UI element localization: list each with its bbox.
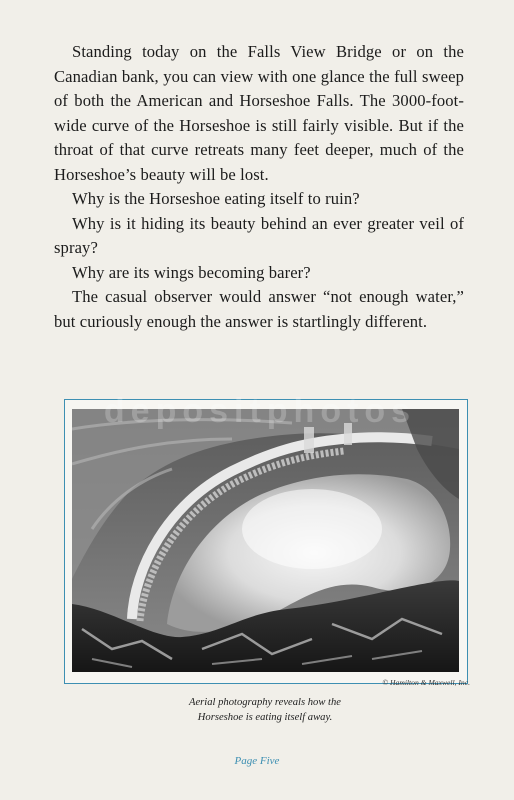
photo-frame <box>64 399 468 684</box>
page-number: Page Five <box>234 755 280 767</box>
paragraph: Why is the Horseshoe eating itself to ruin? <box>72 189 360 208</box>
paragraph: Why is it hiding its beauty behind an ever greater veil of spray? <box>54 213 464 257</box>
paragraph: Why are its wings becoming barer? <box>72 262 311 282</box>
body-text <box>54 40 464 334</box>
horseshoe-falls-image <box>72 409 459 672</box>
caption-line: Horseshoe is eating itself away. <box>197 712 333 723</box>
watermark: depositphotos <box>103 392 417 430</box>
photo-credit: © Hamilton & Maxwell, Inc. <box>382 678 470 687</box>
paragraph: Standing today on the Falls View Bridge or on the Canadian bank, you can view with one glance the full sweep of both the American and Horseshoe Falls. The 3000-foot-wide curve of the Horseshoe is still fairly visible. But if the throat of that curve retreats many feet deeper, much of the Horseshoe’s beauty will be lost. <box>54 42 464 184</box>
photo-caption <box>140 695 390 725</box>
aerial-photo <box>72 409 459 672</box>
caption-line: Aerial photography reveals how the <box>188 697 342 708</box>
paragraph: The casual observer would answer “not enough water,” but curiously enough the answer is startlingly different. <box>54 287 464 331</box>
